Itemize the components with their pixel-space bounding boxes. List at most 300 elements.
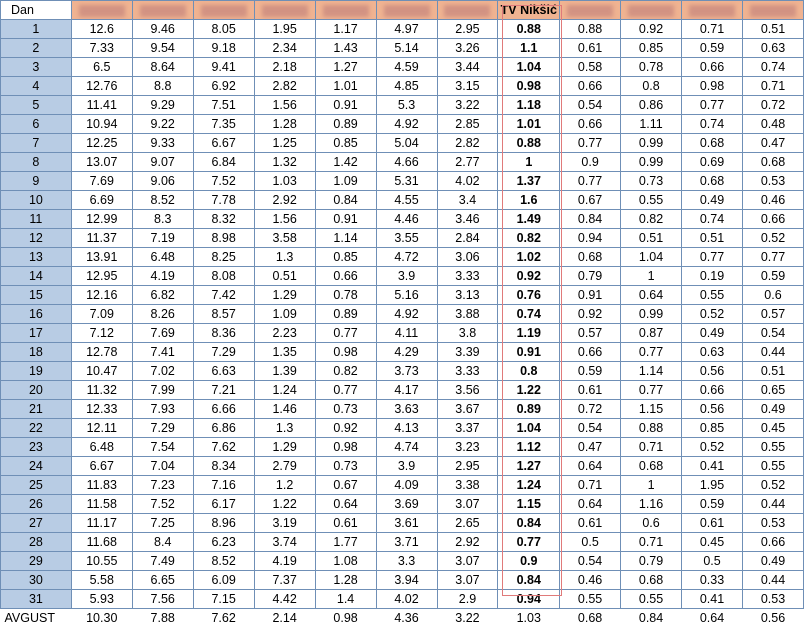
value-cell[interactable]: 0.71 <box>621 438 682 457</box>
value-cell[interactable]: 10.94 <box>71 115 132 134</box>
value-cell[interactable]: 12.25 <box>71 134 132 153</box>
tv-niksic-cell[interactable]: 0.8 <box>498 362 560 381</box>
value-cell[interactable]: 7.93 <box>132 400 193 419</box>
value-cell[interactable]: 0.67 <box>560 191 621 210</box>
tv-niksic-cell[interactable]: 0.9 <box>498 552 560 571</box>
value-cell[interactable]: 7.09 <box>71 305 132 324</box>
value-cell[interactable]: 0.85 <box>315 248 376 267</box>
value-cell[interactable]: 0.68 <box>621 457 682 476</box>
value-cell[interactable]: 1.2 <box>254 476 315 495</box>
value-cell[interactable]: 0.73 <box>315 457 376 476</box>
value-cell[interactable]: 8.05 <box>193 20 254 39</box>
value-cell[interactable]: 0.92 <box>315 419 376 438</box>
value-cell[interactable]: 5.58 <box>71 571 132 590</box>
value-cell[interactable]: 0.92 <box>560 305 621 324</box>
value-cell[interactable]: 0.66 <box>560 343 621 362</box>
value-cell[interactable]: 4.02 <box>437 172 498 191</box>
value-cell[interactable]: 12.16 <box>71 286 132 305</box>
value-cell[interactable]: 7.52 <box>193 172 254 191</box>
value-cell[interactable]: 0.56 <box>682 400 743 419</box>
value-cell[interactable]: 0.49 <box>742 552 803 571</box>
value-cell[interactable]: 0.59 <box>560 362 621 381</box>
value-cell[interactable]: 1.24 <box>254 381 315 400</box>
value-cell[interactable]: 0.53 <box>742 514 803 533</box>
value-cell[interactable]: 3.63 <box>376 400 437 419</box>
value-cell[interactable]: 0.71 <box>742 77 803 96</box>
value-cell[interactable]: 0.64 <box>560 457 621 476</box>
value-cell[interactable]: 2.23 <box>254 324 315 343</box>
value-cell[interactable]: 2.34 <box>254 39 315 58</box>
value-cell[interactable]: 8.25 <box>193 248 254 267</box>
value-cell[interactable]: 9.46 <box>132 20 193 39</box>
value-cell[interactable]: 0.49 <box>682 324 743 343</box>
value-cell[interactable]: 0.51 <box>621 229 682 248</box>
value-cell[interactable]: 6.86 <box>193 419 254 438</box>
value-cell[interactable]: 11.68 <box>71 533 132 552</box>
value-cell[interactable]: 0.44 <box>742 571 803 590</box>
value-cell[interactable]: 8.96 <box>193 514 254 533</box>
value-cell[interactable]: 7.99 <box>132 381 193 400</box>
value-cell[interactable]: 5.04 <box>376 134 437 153</box>
value-cell[interactable]: 0.86 <box>621 96 682 115</box>
value-cell[interactable]: 3.15 <box>437 77 498 96</box>
day-cell[interactable]: 3 <box>1 58 72 77</box>
value-cell[interactable]: 4.72 <box>376 248 437 267</box>
value-cell[interactable]: 8.3 <box>132 210 193 229</box>
tv-niksic-cell[interactable]: 1.27 <box>498 457 560 476</box>
value-cell[interactable]: 8.36 <box>193 324 254 343</box>
day-cell[interactable]: 22 <box>1 419 72 438</box>
tv-niksic-cell[interactable]: 1.37 <box>498 172 560 191</box>
value-cell[interactable]: 1.3 <box>254 248 315 267</box>
tv-niksic-cell[interactable]: 1.1 <box>498 39 560 58</box>
value-cell[interactable]: 0.68 <box>621 571 682 590</box>
value-cell[interactable]: 0.85 <box>621 39 682 58</box>
day-cell[interactable]: 8 <box>1 153 72 172</box>
value-cell[interactable]: 0.64 <box>621 286 682 305</box>
value-cell[interactable]: 0.67 <box>315 476 376 495</box>
value-cell[interactable]: 2.84 <box>437 229 498 248</box>
value-cell[interactable]: 1.04 <box>621 248 682 267</box>
value-cell[interactable]: 4.46 <box>376 210 437 229</box>
value-cell[interactable]: 12.95 <box>71 267 132 286</box>
value-cell[interactable]: 7.69 <box>132 324 193 343</box>
value-cell[interactable]: 1.01 <box>315 77 376 96</box>
value-cell[interactable]: 0.49 <box>682 191 743 210</box>
value-cell[interactable]: 0.94 <box>560 229 621 248</box>
value-cell[interactable]: 3.07 <box>437 552 498 571</box>
value-cell[interactable]: 7.37 <box>254 571 315 590</box>
value-cell[interactable]: 0.72 <box>742 96 803 115</box>
tv-niksic-cell[interactable]: 1.19 <box>498 324 560 343</box>
value-cell[interactable]: 6.48 <box>71 438 132 457</box>
value-cell[interactable]: 0.99 <box>621 305 682 324</box>
day-cell[interactable]: 23 <box>1 438 72 457</box>
value-cell[interactable]: 0.79 <box>560 267 621 286</box>
value-cell[interactable]: 0.84 <box>621 609 682 627</box>
value-cell[interactable]: 1.16 <box>621 495 682 514</box>
day-cell[interactable]: 25 <box>1 476 72 495</box>
value-cell[interactable]: 0.41 <box>682 457 743 476</box>
value-cell[interactable]: 7.51 <box>193 96 254 115</box>
value-cell[interactable]: 3.46 <box>437 210 498 229</box>
value-cell[interactable]: 0.61 <box>682 514 743 533</box>
value-cell[interactable]: 0.61 <box>560 514 621 533</box>
value-cell[interactable]: 3.74 <box>254 533 315 552</box>
value-cell[interactable]: 3.4 <box>437 191 498 210</box>
value-cell[interactable]: 12.99 <box>71 210 132 229</box>
value-cell[interactable]: 0.91 <box>315 210 376 229</box>
header-redacted-1[interactable] <box>132 1 193 20</box>
value-cell[interactable]: 7.29 <box>132 419 193 438</box>
value-cell[interactable]: 7.69 <box>71 172 132 191</box>
value-cell[interactable]: 0.77 <box>621 381 682 400</box>
day-cell[interactable]: 17 <box>1 324 72 343</box>
value-cell[interactable]: 0.91 <box>560 286 621 305</box>
value-cell[interactable]: 4.11 <box>376 324 437 343</box>
value-cell[interactable]: 2.65 <box>437 514 498 533</box>
value-cell[interactable]: 0.8 <box>621 77 682 96</box>
value-cell[interactable]: 0.89 <box>315 305 376 324</box>
value-cell[interactable]: 1.42 <box>315 153 376 172</box>
value-cell[interactable]: 0.77 <box>315 324 376 343</box>
day-cell[interactable]: 26 <box>1 495 72 514</box>
value-cell[interactable]: 6.23 <box>193 533 254 552</box>
value-cell[interactable]: 3.22 <box>437 96 498 115</box>
tv-niksic-cell[interactable]: 0.74 <box>498 305 560 324</box>
tv-niksic-cell[interactable]: 1.22 <box>498 381 560 400</box>
value-cell[interactable]: 6.17 <box>193 495 254 514</box>
value-cell[interactable]: 7.21 <box>193 381 254 400</box>
value-cell[interactable]: 3.37 <box>437 419 498 438</box>
value-cell[interactable]: 0.46 <box>742 191 803 210</box>
header-redacted-8[interactable] <box>560 1 621 20</box>
value-cell[interactable]: 0.68 <box>682 172 743 191</box>
value-cell[interactable]: 0.71 <box>621 533 682 552</box>
value-cell[interactable]: 4.42 <box>254 590 315 609</box>
value-cell[interactable]: 0.51 <box>254 267 315 286</box>
value-cell[interactable]: 3.26 <box>437 39 498 58</box>
value-cell[interactable]: 0.68 <box>560 609 621 627</box>
value-cell[interactable]: 1.15 <box>621 400 682 419</box>
value-cell[interactable]: 9.33 <box>132 134 193 153</box>
value-cell[interactable]: 1.09 <box>315 172 376 191</box>
day-cell[interactable]: 14 <box>1 267 72 286</box>
value-cell[interactable]: 7.56 <box>132 590 193 609</box>
day-cell[interactable]: 30 <box>1 571 72 590</box>
day-cell[interactable]: 18 <box>1 343 72 362</box>
value-cell[interactable]: 0.66 <box>560 77 621 96</box>
day-cell[interactable]: 15 <box>1 286 72 305</box>
value-cell[interactable]: 0.45 <box>682 533 743 552</box>
value-cell[interactable]: 7.19 <box>132 229 193 248</box>
tv-niksic-cell[interactable]: 1.6 <box>498 191 560 210</box>
value-cell[interactable]: 0.88 <box>621 419 682 438</box>
value-cell[interactable]: 0.66 <box>682 58 743 77</box>
value-cell[interactable]: 4.92 <box>376 305 437 324</box>
value-cell[interactable]: 0.66 <box>315 267 376 286</box>
value-cell[interactable]: 5.93 <box>71 590 132 609</box>
header-dan[interactable]: Dan <box>1 1 72 20</box>
value-cell[interactable]: 0.9 <box>560 153 621 172</box>
value-cell[interactable]: 0.85 <box>315 134 376 153</box>
value-cell[interactable]: 0.77 <box>742 248 803 267</box>
value-cell[interactable]: 0.74 <box>742 58 803 77</box>
value-cell[interactable]: 7.78 <box>193 191 254 210</box>
tv-niksic-cell[interactable]: 0.82 <box>498 229 560 248</box>
value-cell[interactable]: 6.84 <box>193 153 254 172</box>
day-cell[interactable]: 27 <box>1 514 72 533</box>
value-cell[interactable]: 0.72 <box>560 400 621 419</box>
value-cell[interactable]: 2.95 <box>437 20 498 39</box>
value-cell[interactable]: 2.77 <box>437 153 498 172</box>
value-cell[interactable]: 2.79 <box>254 457 315 476</box>
value-cell[interactable]: 7.49 <box>132 552 193 571</box>
value-cell[interactable]: 0.88 <box>560 20 621 39</box>
value-cell[interactable]: 0.64 <box>315 495 376 514</box>
value-cell[interactable]: 6.5 <box>71 58 132 77</box>
value-cell[interactable]: 8.52 <box>132 191 193 210</box>
value-cell[interactable]: 9.22 <box>132 115 193 134</box>
value-cell[interactable]: 0.47 <box>742 134 803 153</box>
value-cell[interactable]: 0.55 <box>682 286 743 305</box>
value-cell[interactable]: 2.92 <box>254 191 315 210</box>
value-cell[interactable]: 0.89 <box>315 115 376 134</box>
value-cell[interactable]: 9.41 <box>193 58 254 77</box>
value-cell[interactable]: 0.78 <box>621 58 682 77</box>
tv-niksic-cell[interactable]: 0.77 <box>498 533 560 552</box>
value-cell[interactable]: 12.6 <box>71 20 132 39</box>
value-cell[interactable]: 3.69 <box>376 495 437 514</box>
value-cell[interactable]: 3.55 <box>376 229 437 248</box>
value-cell[interactable]: 0.52 <box>742 476 803 495</box>
day-cell[interactable]: 1 <box>1 20 72 39</box>
value-cell[interactable]: 3.23 <box>437 438 498 457</box>
value-cell[interactable]: 0.52 <box>682 305 743 324</box>
value-cell[interactable]: 0.65 <box>742 381 803 400</box>
value-cell[interactable]: 1.35 <box>254 343 315 362</box>
tv-niksic-cell[interactable]: 1.24 <box>498 476 560 495</box>
value-cell[interactable]: 10.47 <box>71 362 132 381</box>
value-cell[interactable]: 0.64 <box>560 495 621 514</box>
value-cell[interactable]: 13.07 <box>71 153 132 172</box>
value-cell[interactable]: 0.59 <box>682 495 743 514</box>
header-tv-niksic[interactable]: TV Nikšić <box>498 1 560 20</box>
value-cell[interactable]: 0.5 <box>560 533 621 552</box>
value-cell[interactable]: 5.16 <box>376 286 437 305</box>
value-cell[interactable]: 3.8 <box>437 324 498 343</box>
value-cell[interactable]: 0.57 <box>742 305 803 324</box>
value-cell[interactable]: 13.91 <box>71 248 132 267</box>
tv-niksic-cell[interactable]: 0.92 <box>498 267 560 286</box>
value-cell[interactable]: 0.51 <box>742 362 803 381</box>
value-cell[interactable]: 7.33 <box>71 39 132 58</box>
value-cell[interactable]: 0.66 <box>742 210 803 229</box>
day-cell[interactable]: 5 <box>1 96 72 115</box>
day-cell[interactable]: 4 <box>1 77 72 96</box>
value-cell[interactable]: 0.56 <box>682 362 743 381</box>
value-cell[interactable]: 0.66 <box>742 533 803 552</box>
value-cell[interactable]: 3.9 <box>376 457 437 476</box>
value-cell[interactable]: 9.06 <box>132 172 193 191</box>
day-cell[interactable]: 21 <box>1 400 72 419</box>
value-cell[interactable]: 4.09 <box>376 476 437 495</box>
value-cell[interactable]: 0.77 <box>315 381 376 400</box>
tv-niksic-cell[interactable]: 0.84 <box>498 571 560 590</box>
day-cell[interactable]: 29 <box>1 552 72 571</box>
value-cell[interactable]: 0.71 <box>682 20 743 39</box>
value-cell[interactable]: 0.55 <box>621 590 682 609</box>
tv-niksic-cell[interactable]: 0.84 <box>498 514 560 533</box>
value-cell[interactable]: 0.55 <box>560 590 621 609</box>
day-cell[interactable]: 11 <box>1 210 72 229</box>
value-cell[interactable]: 1.77 <box>315 533 376 552</box>
value-cell[interactable]: 1.28 <box>315 571 376 590</box>
value-cell[interactable]: 11.37 <box>71 229 132 248</box>
value-cell[interactable]: 8.08 <box>193 267 254 286</box>
header-redacted-2[interactable] <box>193 1 254 20</box>
value-cell[interactable]: 6.65 <box>132 571 193 590</box>
header-redacted-9[interactable] <box>621 1 682 20</box>
tv-niksic-cell[interactable]: 1.02 <box>498 248 560 267</box>
value-cell[interactable]: 4.97 <box>376 20 437 39</box>
header-redacted-10[interactable] <box>682 1 743 20</box>
value-cell[interactable]: 4.66 <box>376 153 437 172</box>
value-cell[interactable]: 4.19 <box>132 267 193 286</box>
tv-niksic-cell[interactable]: 1.04 <box>498 419 560 438</box>
average-label[interactable]: AVGUST <box>1 609 72 627</box>
value-cell[interactable]: 1.08 <box>315 552 376 571</box>
value-cell[interactable]: 1.32 <box>254 153 315 172</box>
value-cell[interactable]: 6.63 <box>193 362 254 381</box>
value-cell[interactable]: 9.29 <box>132 96 193 115</box>
value-cell[interactable]: 7.42 <box>193 286 254 305</box>
value-cell[interactable]: 3.61 <box>376 514 437 533</box>
value-cell[interactable]: 0.61 <box>560 381 621 400</box>
value-cell[interactable]: 3.06 <box>437 248 498 267</box>
value-cell[interactable]: 1.3 <box>254 419 315 438</box>
value-cell[interactable]: 0.49 <box>742 400 803 419</box>
value-cell[interactable]: 0.79 <box>621 552 682 571</box>
value-cell[interactable]: 0.98 <box>315 438 376 457</box>
value-cell[interactable]: 6.48 <box>132 248 193 267</box>
value-cell[interactable]: 0.84 <box>560 210 621 229</box>
tv-niksic-cell[interactable]: 0.89 <box>498 400 560 419</box>
value-cell[interactable]: 4.13 <box>376 419 437 438</box>
value-cell[interactable]: 0.77 <box>560 172 621 191</box>
value-cell[interactable]: 1.56 <box>254 96 315 115</box>
value-cell[interactable]: 0.68 <box>560 248 621 267</box>
value-cell[interactable]: 5.31 <box>376 172 437 191</box>
value-cell[interactable]: 0.63 <box>682 343 743 362</box>
value-cell[interactable]: 8.34 <box>193 457 254 476</box>
value-cell[interactable]: 1.14 <box>621 362 682 381</box>
value-cell[interactable]: 0.61 <box>315 514 376 533</box>
value-cell[interactable]: 0.78 <box>315 286 376 305</box>
value-cell[interactable]: 0.85 <box>682 419 743 438</box>
value-cell[interactable]: 3.22 <box>437 609 498 627</box>
value-cell[interactable]: 7.02 <box>132 362 193 381</box>
value-cell[interactable]: 7.29 <box>193 343 254 362</box>
value-cell[interactable]: 2.92 <box>437 533 498 552</box>
tv-niksic-cell[interactable]: 1.04 <box>498 58 560 77</box>
tv-niksic-cell[interactable]: 0.76 <box>498 286 560 305</box>
value-cell[interactable]: 0.5 <box>682 552 743 571</box>
value-cell[interactable]: 0.66 <box>682 381 743 400</box>
value-cell[interactable]: 0.74 <box>682 115 743 134</box>
tv-niksic-cell[interactable]: 1.49 <box>498 210 560 229</box>
value-cell[interactable]: 9.07 <box>132 153 193 172</box>
value-cell[interactable]: 3.07 <box>437 495 498 514</box>
value-cell[interactable]: 7.62 <box>193 438 254 457</box>
value-cell[interactable]: 3.56 <box>437 381 498 400</box>
value-cell[interactable]: 1.25 <box>254 134 315 153</box>
value-cell[interactable]: 0.98 <box>315 343 376 362</box>
value-cell[interactable]: 2.95 <box>437 457 498 476</box>
day-cell[interactable]: 12 <box>1 229 72 248</box>
value-cell[interactable]: 0.59 <box>742 267 803 286</box>
value-cell[interactable]: 0.53 <box>742 172 803 191</box>
tv-niksic-cell[interactable]: 1 <box>498 153 560 172</box>
header-redacted-4[interactable] <box>315 1 376 20</box>
value-cell[interactable]: 0.59 <box>682 39 743 58</box>
value-cell[interactable]: 0.47 <box>560 438 621 457</box>
value-cell[interactable]: 8.26 <box>132 305 193 324</box>
value-cell[interactable]: 7.12 <box>71 324 132 343</box>
value-cell[interactable]: 3.71 <box>376 533 437 552</box>
day-cell[interactable]: 20 <box>1 381 72 400</box>
value-cell[interactable]: 1 <box>621 476 682 495</box>
value-cell[interactable]: 6.69 <box>71 191 132 210</box>
value-cell[interactable]: 8.52 <box>193 552 254 571</box>
value-cell[interactable]: 1.17 <box>315 20 376 39</box>
value-cell[interactable]: 6.82 <box>132 286 193 305</box>
tv-niksic-cell[interactable]: 1.15 <box>498 495 560 514</box>
value-cell[interactable]: 7.41 <box>132 343 193 362</box>
value-cell[interactable]: 7.15 <box>193 590 254 609</box>
value-cell[interactable]: 0.53 <box>742 590 803 609</box>
value-cell[interactable]: 6.67 <box>71 457 132 476</box>
value-cell[interactable]: 12.33 <box>71 400 132 419</box>
value-cell[interactable]: 11.58 <box>71 495 132 514</box>
tv-niksic-cell[interactable]: 0.91 <box>498 343 560 362</box>
value-cell[interactable]: 9.54 <box>132 39 193 58</box>
value-cell[interactable]: 10.55 <box>71 552 132 571</box>
value-cell[interactable]: 12.76 <box>71 77 132 96</box>
day-cell[interactable]: 2 <box>1 39 72 58</box>
value-cell[interactable]: 2.82 <box>437 134 498 153</box>
header-redacted-0[interactable] <box>71 1 132 20</box>
value-cell[interactable]: 1.95 <box>254 20 315 39</box>
value-cell[interactable]: 0.77 <box>560 134 621 153</box>
value-cell[interactable]: 3.58 <box>254 229 315 248</box>
value-cell[interactable]: 0.99 <box>621 134 682 153</box>
value-cell[interactable]: 0.51 <box>682 229 743 248</box>
value-cell[interactable]: 0.33 <box>682 571 743 590</box>
value-cell[interactable]: 12.78 <box>71 343 132 362</box>
value-cell[interactable]: 6.66 <box>193 400 254 419</box>
value-cell[interactable]: 7.16 <box>193 476 254 495</box>
value-cell[interactable]: 3.38 <box>437 476 498 495</box>
value-cell[interactable]: 3.19 <box>254 514 315 533</box>
value-cell[interactable]: 3.13 <box>437 286 498 305</box>
value-cell[interactable]: 3.67 <box>437 400 498 419</box>
value-cell[interactable]: 8.8 <box>132 77 193 96</box>
value-cell[interactable]: 0.52 <box>682 438 743 457</box>
day-cell[interactable]: 28 <box>1 533 72 552</box>
tv-niksic-cell[interactable]: 1.12 <box>498 438 560 457</box>
value-cell[interactable]: 2.18 <box>254 58 315 77</box>
